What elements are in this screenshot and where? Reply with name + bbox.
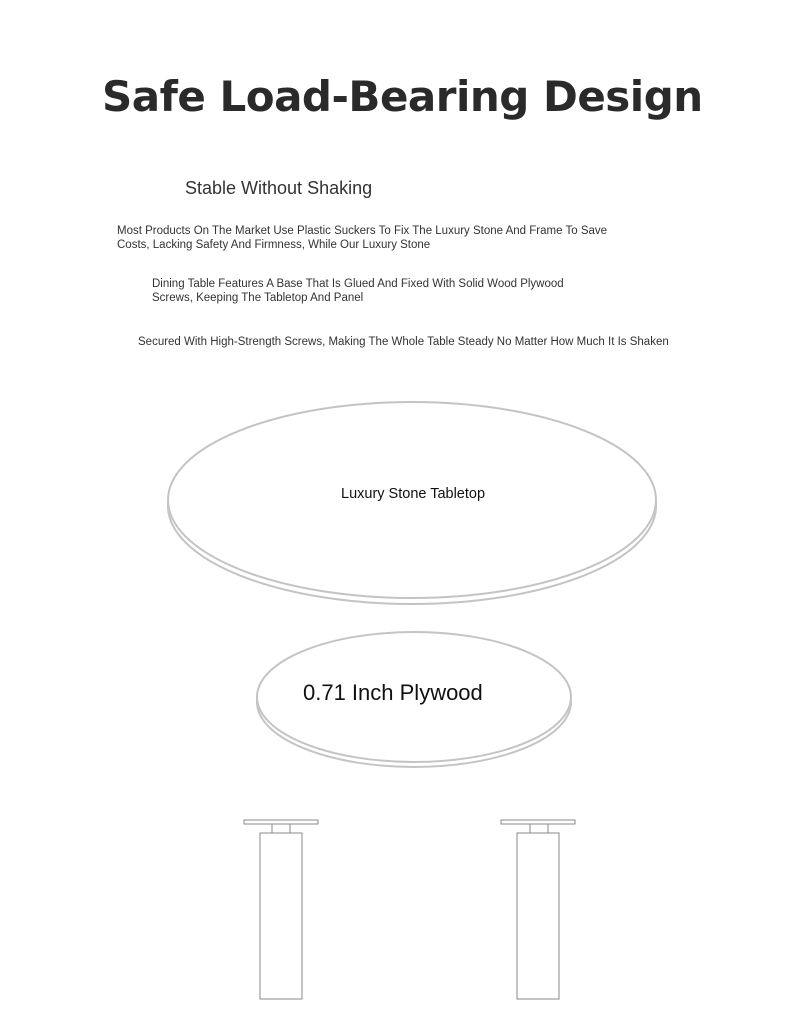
description-line: Dining Table Features A Base That Is Glued And Fixed With Solid Wood Plywood bbox=[152, 278, 564, 290]
page-subtitle: Stable Without Shaking bbox=[185, 178, 373, 198]
tabletop-disc bbox=[168, 402, 656, 604]
table-leg-right bbox=[501, 820, 575, 999]
plywood-label: 0.71 Inch Plywood bbox=[303, 680, 483, 705]
description-line: Screws, Keeping The Tabletop And Panel bbox=[152, 291, 364, 304]
tabletop-label: Luxury Stone Tabletop bbox=[341, 486, 486, 502]
table-leg-left bbox=[244, 820, 318, 999]
description-line: Most Products On The Market Use Plastic Suckers To Fix The Luxury Stone And Frame To Save bbox=[117, 225, 608, 237]
description-line: Costs, Lacking Safety And Firmness, While Our Luxury Stone bbox=[117, 238, 431, 251]
page-title: Safe Load-Bearing Design bbox=[102, 72, 703, 121]
description-line: Secured With High-Strength Screws, Making The Whole Table Steady No Matter How Much It Is Shaken bbox=[138, 336, 669, 348]
